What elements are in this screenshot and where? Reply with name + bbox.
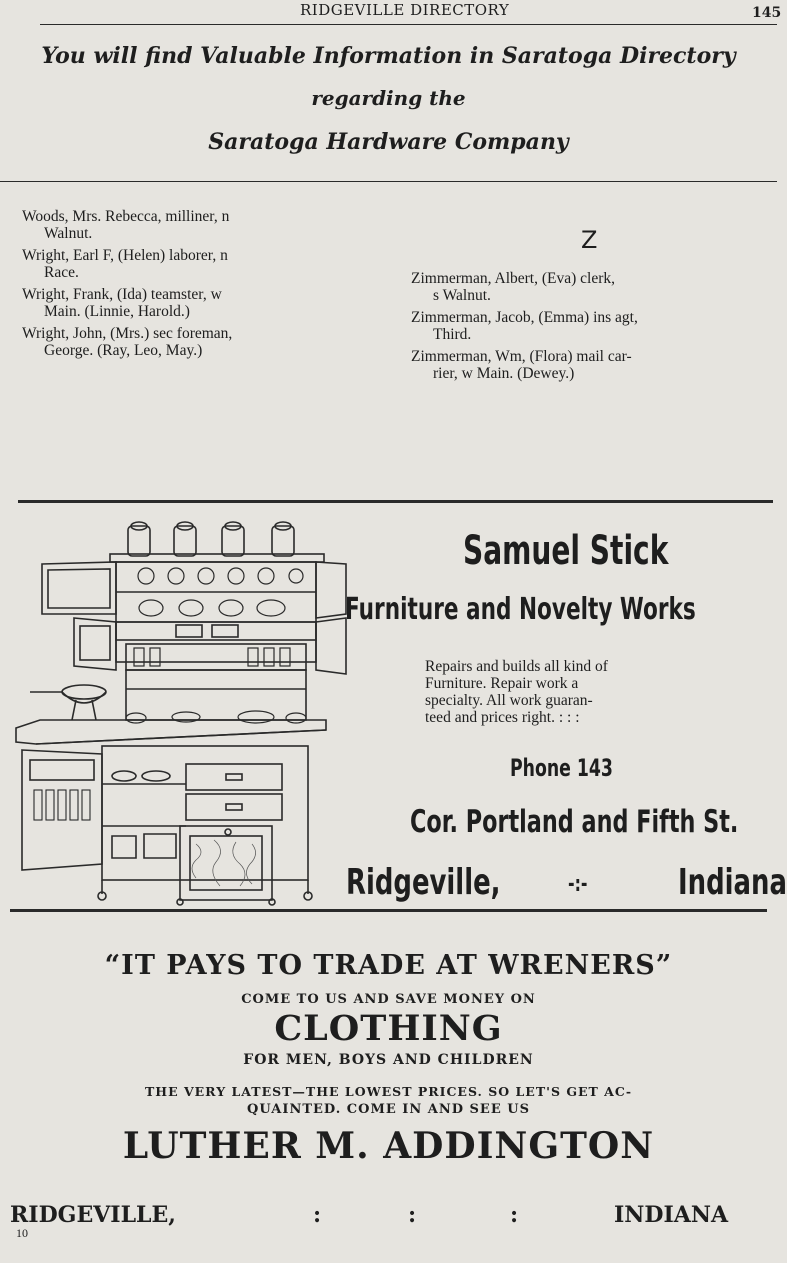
wreners-headline: “IT PAYS TO TRADE AT WRENERS” — [104, 950, 673, 981]
colon-separator: : — [408, 1202, 417, 1228]
running-head-title: RIDGEVILLE DIRECTORY — [300, 1, 510, 19]
listing-entry: Wright, John, (Mrs.) sec foreman, George. (Ray, Leo, May.) — [22, 325, 233, 359]
head-rule — [40, 24, 777, 25]
section-letter: Z — [581, 226, 598, 254]
stick-ad-name: Samuel Stick — [463, 528, 669, 574]
saratoga-banner — [0, 36, 777, 164]
banner-rule — [0, 181, 777, 182]
listing-entry: Wright, Earl F, (Helen) laborer, n Race. — [22, 247, 228, 281]
stick-ad-state: Indiana — [678, 862, 787, 903]
canister-jars — [128, 522, 294, 556]
wreners-for-line: FOR MEN, BOYS AND CHILDREN — [243, 1052, 534, 1068]
kitchen-cabinet-illustration — [16, 514, 350, 906]
wreners-come-line: COME TO US AND SAVE MONEY ON — [241, 992, 536, 1007]
page-number: 145 — [752, 5, 782, 21]
banner-line-1: You will find Valuable Information in Saratoga Directory — [41, 43, 736, 69]
stick-ad-subtitle: Furniture and Novelty Works — [345, 592, 696, 627]
colon-separator: : — [510, 1202, 519, 1228]
colon-separator: : — [313, 1202, 322, 1228]
listing-entry: Woods, Mrs. Rebecca, milliner, n Walnut. — [22, 208, 230, 242]
stick-ad-address: Cor. Portland and Fifth St. — [410, 804, 739, 840]
stick-ad-phone: Phone 143 — [510, 754, 613, 782]
addington-state: INDIANA — [614, 1202, 729, 1228]
listing-entry: Wright, Frank, (Ida) teamster, w Main. (Linnie, Harold.) — [22, 286, 222, 320]
ad-top-rule — [18, 500, 773, 503]
stick-ad-separator: -:- — [568, 872, 588, 897]
listing-right-column — [411, 270, 777, 387]
listing-entry: Zimmerman, Wm, (Flora) mail car- rier, w Main. (Dewey.) — [411, 348, 632, 382]
banner-line-3: Saratoga Hardware Company — [208, 129, 569, 155]
banner-line-2: regarding the — [311, 86, 466, 110]
wreners-latest-line: THE VERY LATEST—THE LOWEST PRICES. SO LET'S GET AC- — [144, 1084, 633, 1099]
listing-entry: Zimmerman, Albert, (Eva) clerk, s Walnut. — [411, 270, 616, 304]
stick-ad-body: Repairs and builds all kind of Furniture. Repair work a specialty. All work guaran- teed and prices right. : : : — [425, 658, 608, 726]
listing-entry: Zimmerman, Jacob, (Emma) ins agt, Third. — [411, 309, 638, 343]
listing-left-column — [22, 208, 384, 364]
running-head — [0, 0, 782, 22]
ad-bottom-rule — [10, 909, 767, 912]
addington-city: RIDGEVILLE, — [10, 1202, 176, 1228]
wreners-quainted-line: QUAINTED. COME IN AND SEE US — [247, 1102, 530, 1117]
wreners-clothing: CLOTHING — [274, 1008, 503, 1049]
folio-number: 10 — [16, 1226, 28, 1240]
stick-ad-city: Ridgeville, — [346, 862, 501, 903]
addington-name: LUTHER M. ADDINGTON — [122, 1125, 655, 1167]
